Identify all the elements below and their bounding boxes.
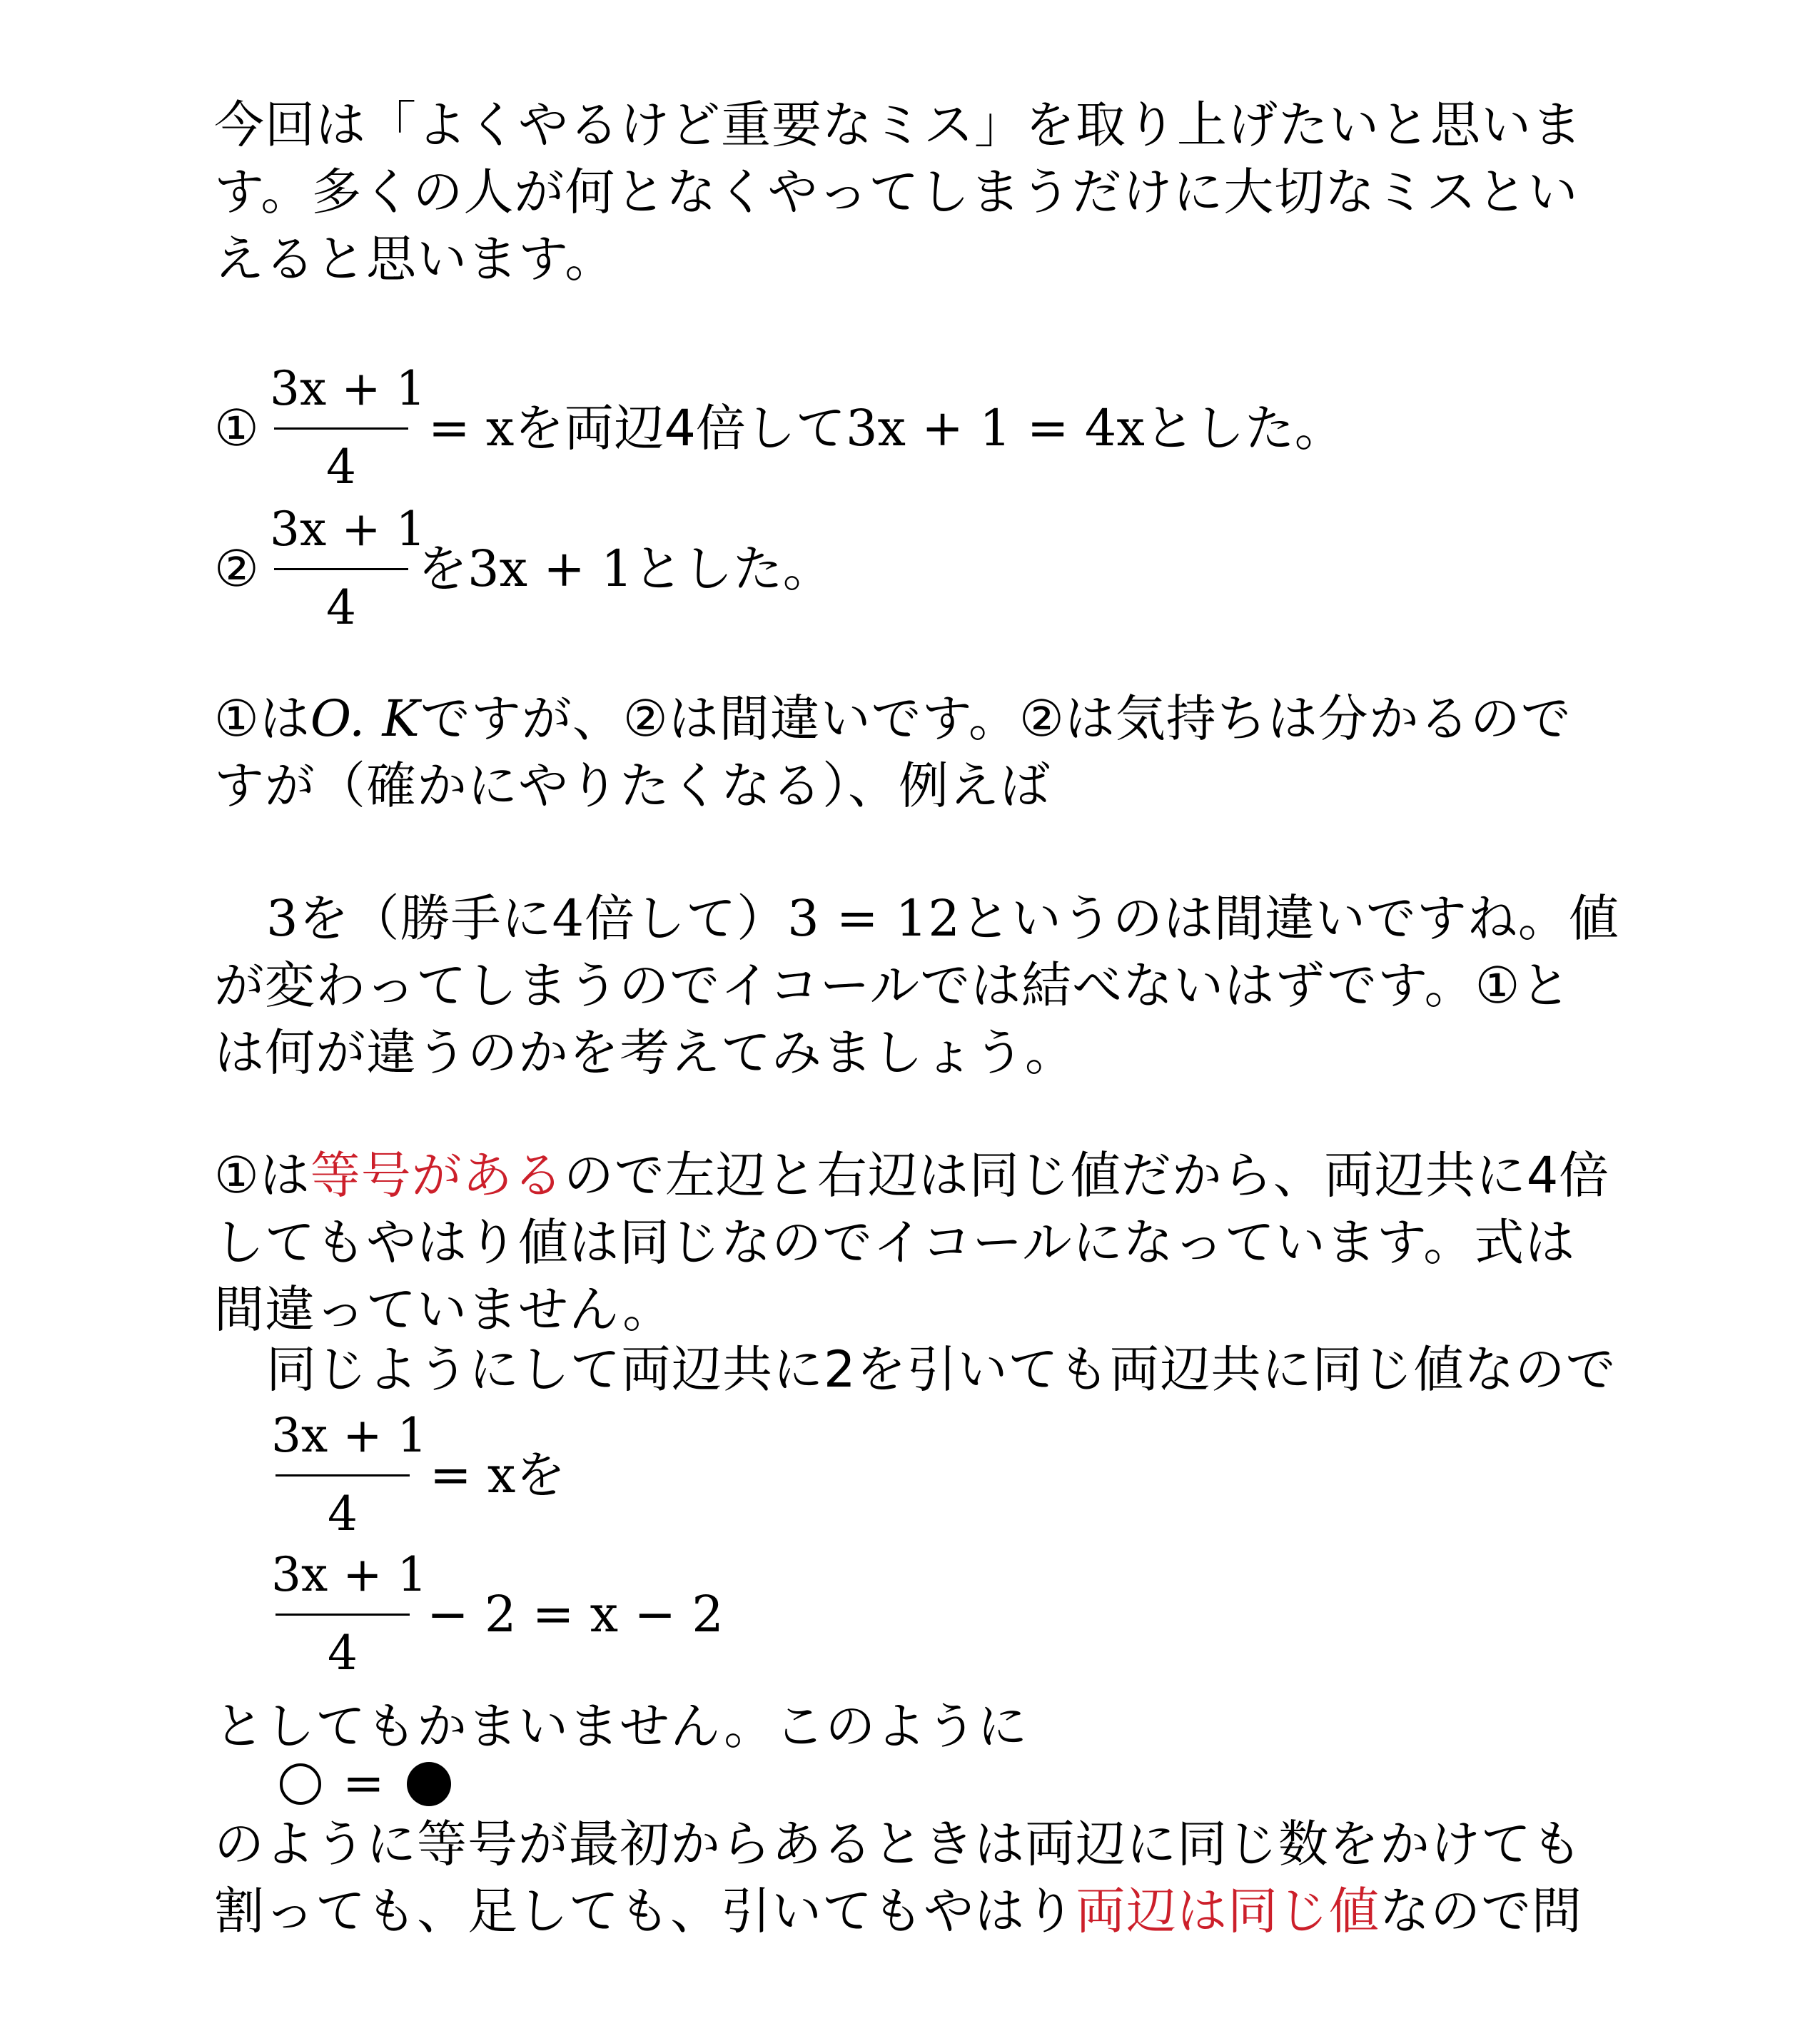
intro-line-2: す。多くの人が何となくやってしまうだけに大切なミスとい (214, 163, 1579, 221)
intro-line-3: えると思います。 (214, 230, 616, 288)
para-2-prefix: ①は (214, 689, 310, 748)
example-4-fraction (271, 1545, 428, 1688)
example-2-fraction (270, 500, 426, 642)
example-1-expression: 3x + 1 = 4x (845, 399, 1145, 457)
example-4-equation: − 2 = x − 2 (427, 1585, 724, 1643)
white-circle-icon (280, 1763, 321, 1805)
example-2-rest (418, 535, 833, 602)
para-4-text: ので左辺と右辺は同じ値だから、両辺共に4倍 (563, 1146, 1610, 1205)
example-2-text-2: とした。 (632, 540, 833, 598)
example-2-text-1: を (418, 540, 467, 598)
example-1-text-2: とした。 (1144, 399, 1345, 457)
para-4-line-1 (214, 1142, 1609, 1209)
example-2-expression: 3x + 1 (467, 540, 633, 598)
fraction-numerator: 3x + 1 (270, 502, 426, 557)
fraction-numerator: 3x + 1 (271, 1547, 428, 1602)
fraction-denominator: 4 (326, 440, 356, 495)
example-1-equation: = x (428, 399, 515, 457)
example-1 (214, 359, 1427, 502)
para-3-number-2: 4 (552, 889, 585, 948)
para-3-line-3: は何が違うのかを考えてみましょう。 (214, 1023, 1076, 1082)
example-3-text: を (515, 1446, 566, 1504)
para-3-line-2: が変わってしまうのでイコールでは結べないはずです。①と (214, 956, 1572, 1015)
fraction-denominator: 4 (328, 1486, 358, 1541)
para-4-line-3: 間違っていません。 (214, 1280, 674, 1339)
para-3-equation: 3 = 12 (787, 889, 961, 948)
example-3-fraction (271, 1406, 428, 1549)
ok-math (310, 689, 420, 748)
fraction-numerator: 3x + 1 (271, 1408, 428, 1463)
para-2-line-2: すが（確かにやりたくなる）、例えば (214, 756, 1051, 815)
para-2-line-1 (214, 685, 1572, 752)
intro-line-1: 今回は「よくやるけど重要なミス」を取り上げたいと思いま (214, 96, 1582, 154)
para-5-text-2: なので問 (1380, 1882, 1582, 1940)
equals-sign: = (343, 1754, 385, 1813)
para-3-text-1: を（勝手に (298, 889, 552, 948)
fraction-bar (274, 427, 408, 430)
example-3-equation: = x (430, 1446, 516, 1504)
black-circle-icon (407, 1762, 451, 1806)
fraction-denominator: 4 (326, 580, 356, 635)
para-5-line-4 (214, 1878, 1582, 1945)
para-5-line-3: のように等号が最初からあるときは両辺に同じ数をかけても (214, 1815, 1582, 1873)
fraction-bar (275, 1474, 410, 1477)
fraction-numerator: 3x + 1 (270, 361, 426, 416)
para-4-line-4: 同じようにして両辺共に2を引いても両辺共に同じ値なので (266, 1340, 1617, 1399)
example-4 (271, 1545, 914, 1688)
fraction-bar (274, 568, 408, 570)
fraction-denominator: 4 (328, 1626, 358, 1681)
para-3-text-3: というのは間違いですね。値 (960, 889, 1619, 948)
example-1-rest (428, 395, 1345, 462)
para-5-text-1: 割っても、足しても、引いてもやはり (214, 1882, 1076, 1940)
highlight-same-value-phrase: 両辺は同じ値 (1076, 1882, 1380, 1940)
example-1-fraction (270, 359, 426, 502)
ok-label: O. K (310, 689, 420, 748)
example-2-marker: ② (214, 540, 259, 598)
symbolic-equation (280, 1750, 451, 1817)
example-1-marker: ① (214, 399, 259, 457)
para-3-line-1 (266, 885, 1619, 952)
para-4-prefix: ①は (214, 1146, 310, 1205)
para-5-line-1: としてもかまいません。このように (214, 1697, 1028, 1756)
para-3-number-1: 3 (266, 889, 299, 948)
para-2-text: ですが、②は間違いです。②は気持ちは分かるので (420, 689, 1572, 748)
para-3-text-2: 倍して） (585, 889, 788, 948)
example-1-text-1: を両辺4倍して (514, 399, 846, 457)
fraction-bar (275, 1614, 410, 1616)
para-4-line-2: してもやはり値は同じなのでイコールになっています。式は (214, 1213, 1576, 1272)
example-2 (214, 500, 1213, 642)
example-3 (271, 1406, 842, 1549)
highlight-equal-sign-phrase: 等号がある (310, 1146, 564, 1205)
example-3-rest (430, 1442, 565, 1509)
